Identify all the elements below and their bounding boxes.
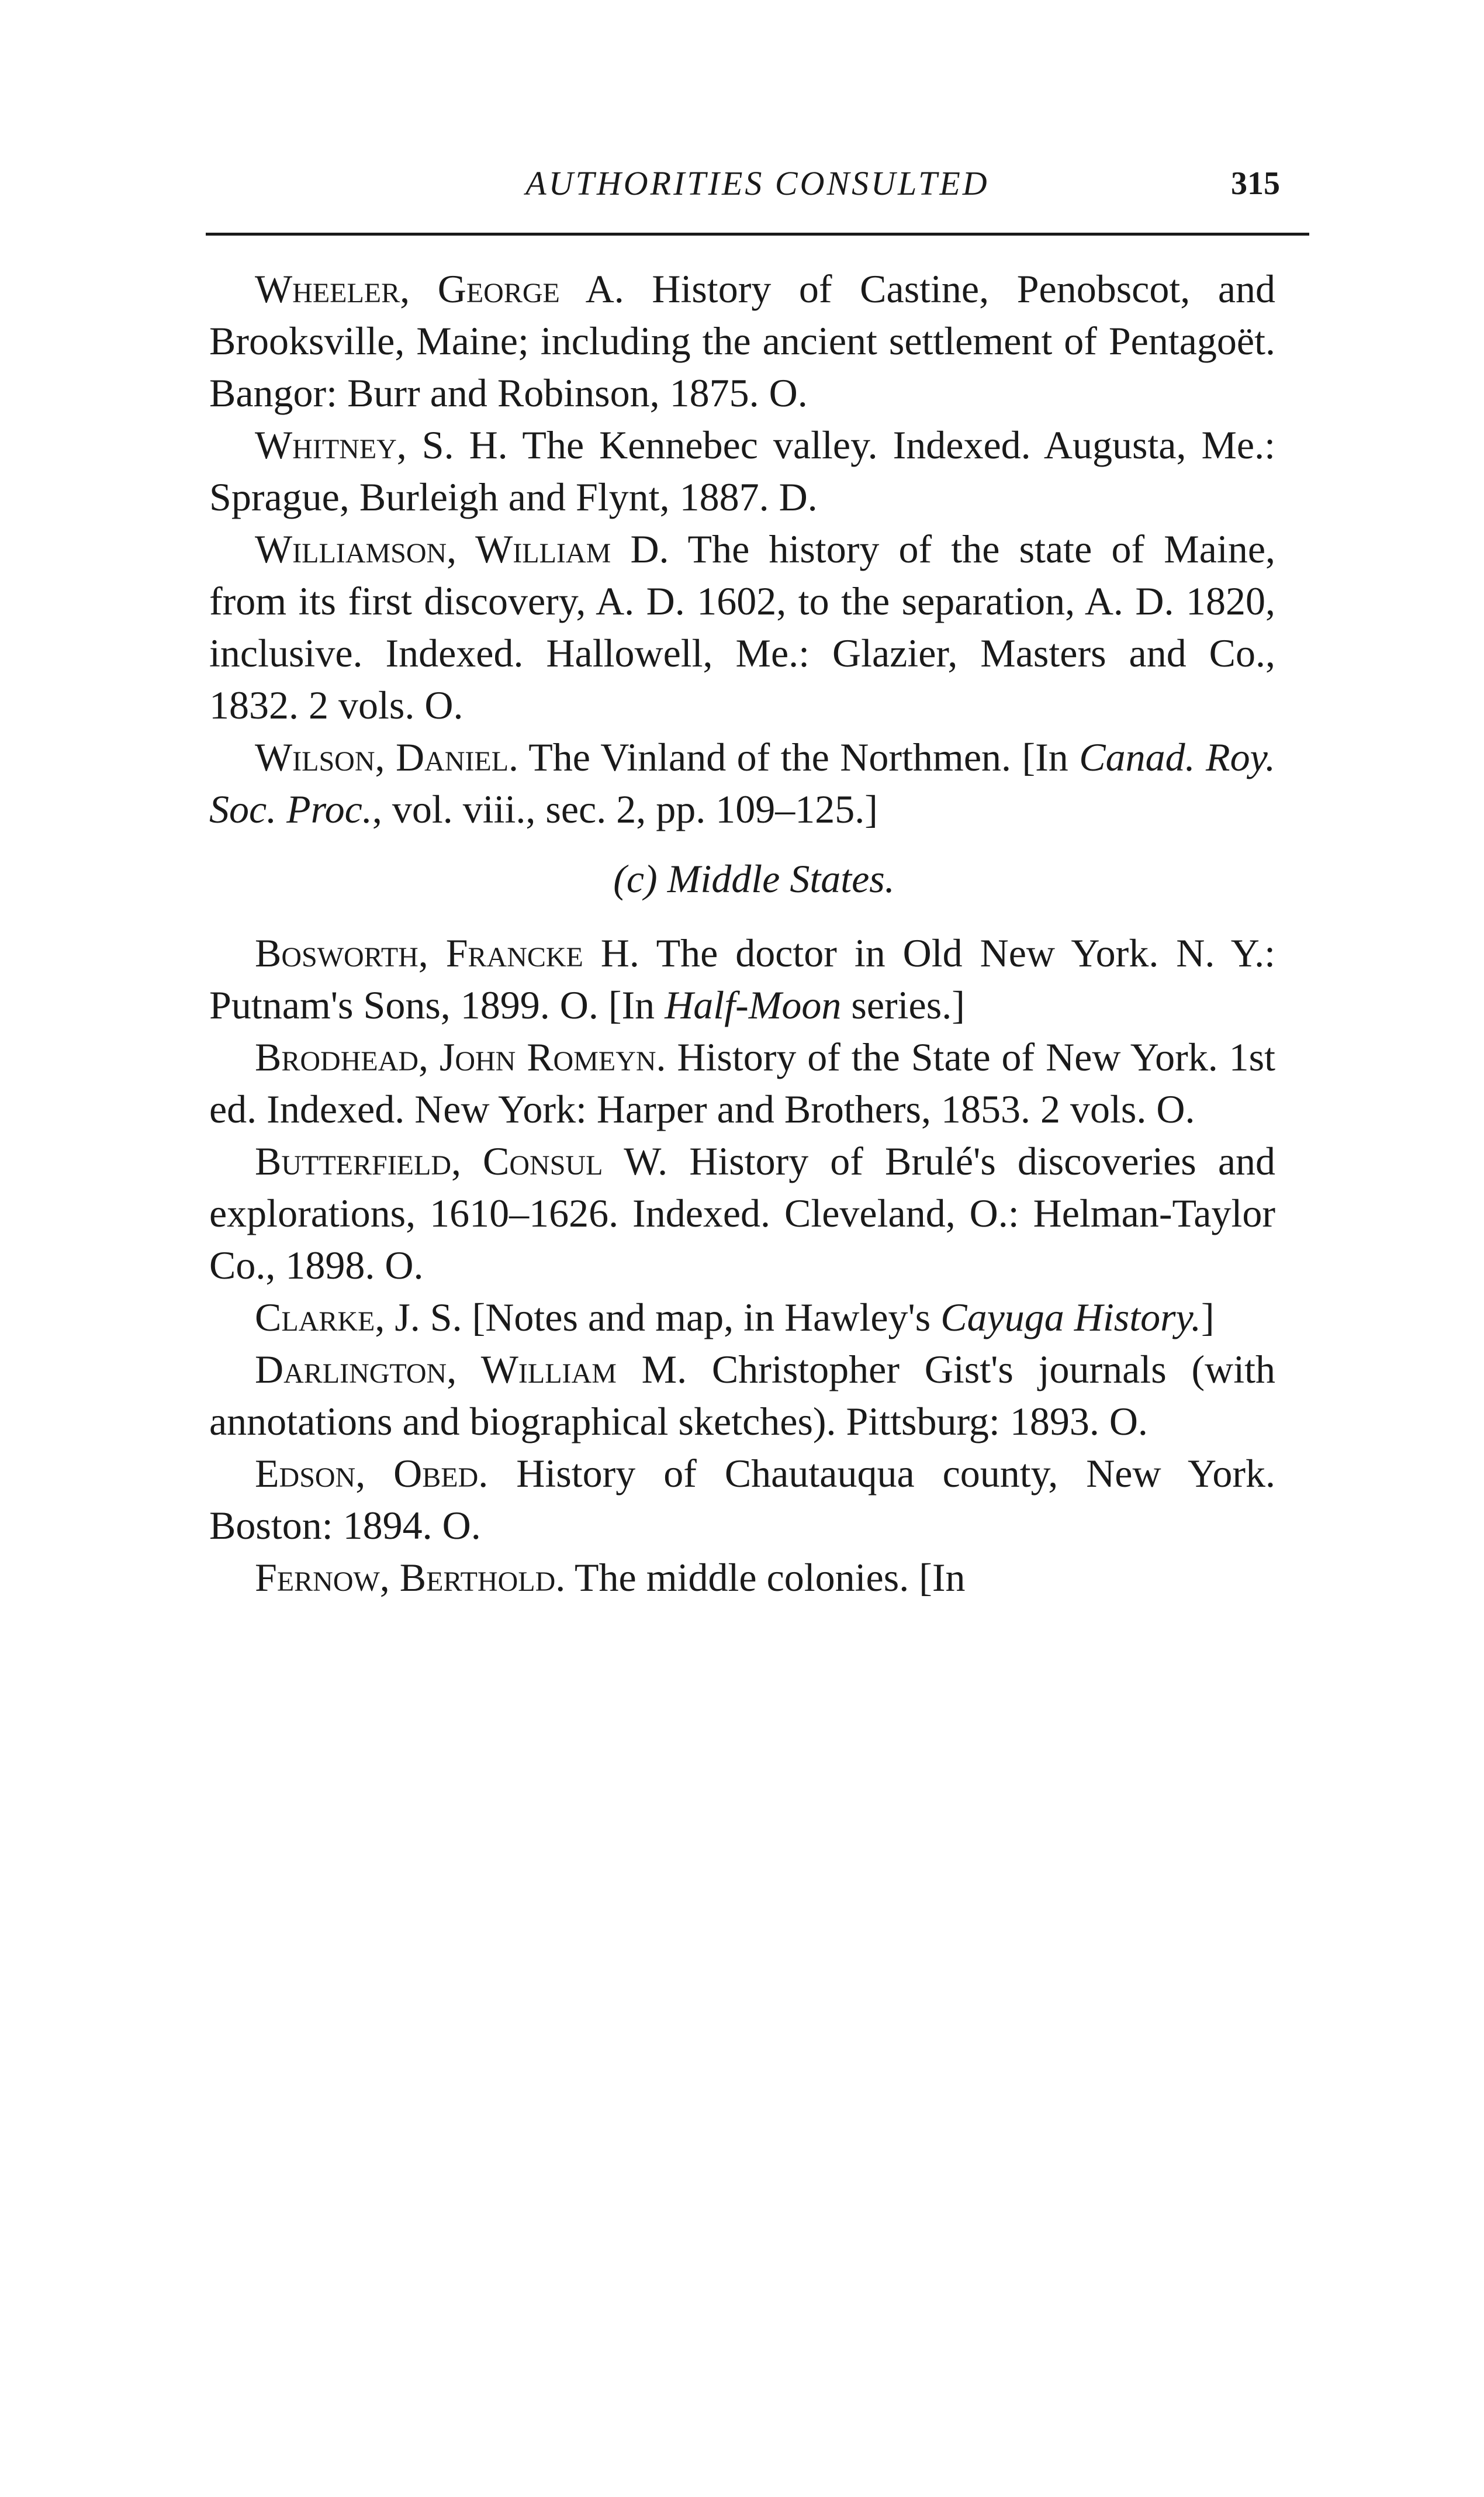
entry-author: Bosworth, Francke H. — [255, 931, 639, 975]
bibliography-entry-bosworth — [209, 927, 1275, 1031]
bibliography-entry-whitney — [209, 419, 1275, 523]
entry-author: Wheeler, George A. — [255, 267, 624, 311]
bibliography-entry-darlington — [209, 1344, 1275, 1448]
entry-author: Darlington, William M. — [255, 1347, 687, 1391]
entry-text: S. H. The Kennebec valley. Indexed. Augusta, Me.: Sprague, Burleigh and Flynt, 1887. D. — [209, 423, 1275, 519]
book-title: Cayuga History. — [940, 1295, 1202, 1339]
entry-author: Whitney, — [255, 423, 407, 467]
bibliography-text — [209, 263, 1275, 1604]
header-rule — [206, 233, 1309, 236]
bibliography-entry-wilson — [209, 731, 1275, 835]
bibliography-entry-edson — [209, 1448, 1275, 1552]
entry-text: History of Castine, Penobscot, and Brooksville, Maine; including the ancient settlement of Pentagoët. Bangor: Burr and Robinson, 1875. O. — [209, 267, 1275, 415]
bibliography-entry-brodhead — [209, 1031, 1275, 1135]
entry-author: Butterfield, Consul W. — [255, 1139, 668, 1183]
entry-author: Clarke, J. S. — [255, 1295, 462, 1339]
series-title: Half-Moon — [665, 983, 842, 1027]
entry-text: The middle colonies. [In — [565, 1555, 966, 1600]
entry-author: Fernow, Berthold. — [255, 1555, 566, 1600]
bibliography-entry-butterfield — [209, 1135, 1275, 1291]
page-number: 315 — [1231, 165, 1280, 202]
bibliography-entry-fernow — [209, 1552, 1275, 1604]
entry-author: Edson, Obed. — [255, 1451, 489, 1496]
bibliography-entry-williamson — [209, 523, 1275, 731]
page-header — [206, 164, 1309, 222]
entry-text: Christopher Gist's journals (with annotations and biographical sketches). Pittsburg: 1893. O. — [209, 1347, 1275, 1443]
entry-author: Wilson, Daniel. — [255, 735, 519, 779]
bibliography-entry-wheeler — [209, 263, 1275, 419]
bibliography-entry-clarke — [209, 1291, 1275, 1344]
entry-author: Brodhead, John Romeyn. — [255, 1035, 666, 1079]
entry-text: [Notes and map, in Hawley's — [462, 1295, 941, 1339]
entry-text: The doctor in Old New York. N. Y.: Putnam's Sons, 1899. O. [In — [209, 931, 1275, 1027]
entry-text: , vol. viii., sec. 2, pp. 109–125.] — [372, 787, 878, 831]
entry-author: Williamson, William D. — [255, 527, 669, 571]
entry-text: History of Brulé's discoveries and explorations, 1610–1626. Indexed. Cleveland, O.: Helman-Taylor Co., 1898. O. — [209, 1139, 1276, 1287]
entry-text: History of Chautauqua county, New York. Boston: 1894. O. — [209, 1451, 1275, 1548]
entry-text: The Vinland of the Northmen. [In — [518, 735, 1080, 779]
section-heading: (c) Middle States. — [613, 856, 895, 901]
entry-text: History of the State of New York. 1st ed. Indexed. New York: Harper and Brothers, 1853. 2 vols. O. — [209, 1035, 1275, 1131]
entry-text: series.] — [841, 983, 965, 1027]
running-title: AUTHORITIES CONSULTED — [525, 164, 990, 202]
journal-title: Canad. Roy. Soc. Proc. — [209, 735, 1275, 831]
entry-text: ] — [1201, 1295, 1215, 1339]
entry-text: The history of the state of Maine, from its first discovery, A. D. 1602, to the separation, A. D. 1820, inclusive. Indexed. Hallowell, Me.: Glazier, Masters and Co., 1832. 2 vols. O. — [209, 527, 1275, 727]
